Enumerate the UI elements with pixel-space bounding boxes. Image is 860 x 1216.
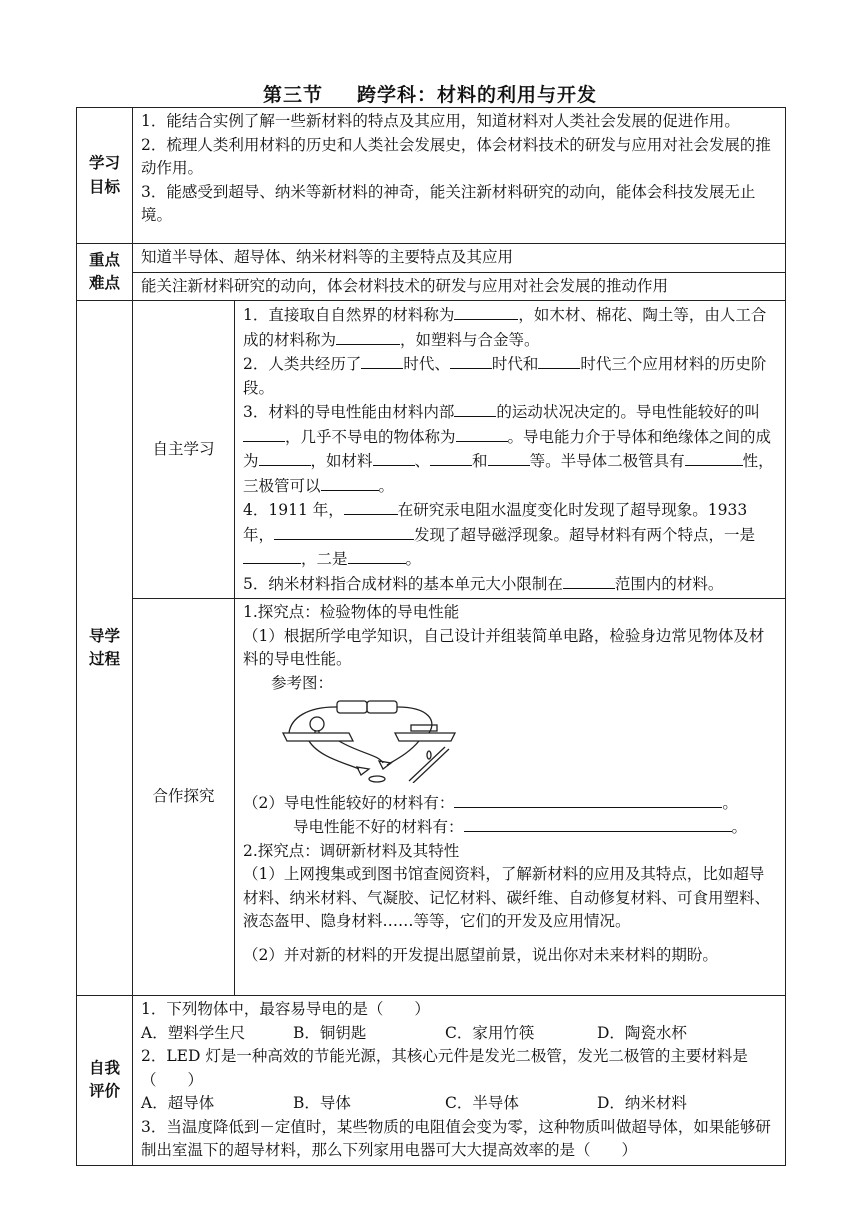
self-study-label: 自主学习 [133,301,235,599]
option[interactable]: A．超导体 [141,1094,215,1112]
coop-label: 合作探究 [133,599,235,996]
eval-question-2: 2．LED 灯是一种高效的节能光源，其核心元件是发光二极管，发光二极管的主要材料是（ ） [141,1047,748,1089]
good-conductor-line: （2）导电性能较好的材料有： 。 [243,791,777,816]
option[interactable]: B．铜钥匙 [293,1023,367,1042]
goal-item: 1．能结合实例了解一些新材料的特点及其应用，知道材料对人类社会发展的促进作用。 [141,112,740,130]
option[interactable]: C．半导体 [445,1094,519,1112]
difficult-points: 能关注新材料研究的动向，体会材料技术的研发与应用对社会发展的推动作用 [133,272,786,301]
question-3: 3．材料的导电性能由材料内部 的运动状况决定的。导电性能较好的叫，几乎不导电的物体称为 。导电能力介于导体和绝缘体之间的成为 ，如材料 、 和 等。半导体二极管具有 性，三极管可以 。 [243,400,777,498]
key-difficult-label: 重点 难点 [77,244,133,301]
option[interactable]: B．导体 [293,1094,351,1112]
poor-conductor-line: 导电性能不好的材料有： 。 [243,815,777,840]
section-title: 跨学科：材料的利用与开发 [357,84,598,106]
question-4: 4．1911 年， 在研究汞电阻水温度变化时发现了超导现象。1933 年， 发现了超导磁浮现象。超导材料有两个特点，一是，二是 。 [243,498,777,572]
coop-content [235,599,786,996]
worksheet-table [76,107,786,1166]
eval-options-1 [141,1022,777,1046]
reference-label: 参考图： [271,673,334,692]
eval-options-2 [141,1092,777,1116]
good-conductor-blank[interactable] [454,791,722,808]
page-title [0,80,860,107]
question-2: 2．人类共经历了 时代、 时代和 时代三个应用材料的历史阶段。 [243,352,777,400]
question-5: 5．纳米材料指合成材料的基本单元大小限制在 范围内的材料。 [243,572,777,597]
goal-item: 3．能感受到超导、纳米等新材料的神奇，能关注新材料研究的动向，能体会科技发展无止境。 [141,182,756,224]
option[interactable]: D．纳米材料 [597,1094,687,1112]
goals-label: 学习 目标 [77,108,133,244]
eval-question-1: 1．下列物体中，最容易导电的是（ ） [141,1000,430,1018]
eval-label: 自我 评价 [77,996,133,1166]
goal-item: 2．梳理人类利用材料的历史和人类社会发展史，体会材料技术的研发与应用对社会发展的推动作用。 [141,135,771,177]
coop-point-2: 2.探究点：调研新材料及其特性 [243,841,460,860]
eval-content [133,996,786,1166]
process-label: 导学 过程 [77,301,133,996]
option[interactable]: C．家用竹筷 [445,1023,535,1042]
eval-question-3: 3．当温度降低到－定值时，某些物质的电阻值会变为零，这种物质叫做超导体，如果能够研制出室温下的超导材料，那么下列家用电器可大大提高效率的是（ ） [141,1117,771,1159]
coop-task-3: （2）并对新的材料的开发提出愿望前景，说出你对未来材料的期盼。 [243,945,718,964]
goals-content [133,108,786,244]
key-points: 知道半导体、超导体、纳米材料等的主要特点及其应用 [133,244,786,273]
coop-task-1: （1）根据所学电学知识，自己设计并组装简单电路，检验身边常见物体及材料的导电性能。 [243,626,765,668]
coop-task-2: （1）上网搜集或到图书馆查阅资料，了解新材料的应用及其特点，比如超导材料、纳米材料、气凝胶、记忆材料、碳纤维、自动修复材料、可食用塑料、液态盔甲、隐身材料……等等，它们的开发及应用情况。 [243,865,771,930]
question-1: 1．直接取自自然界的材料称为 ，如木材、棉花、陶土等，由人工合成的材料称为 ，如塑料与合金等。 [243,303,777,352]
option[interactable]: D．陶瓷水杯 [597,1023,687,1042]
self-study-content [235,301,786,599]
option[interactable]: A．塑料学生尺 [141,1023,246,1042]
poor-conductor-blank[interactable] [464,815,732,832]
circuit-diagram-image [279,697,459,783]
section-number: 第三节 [262,84,323,106]
coop-point-1: 1.探究点：检验物体的导电性能 [243,603,460,621]
